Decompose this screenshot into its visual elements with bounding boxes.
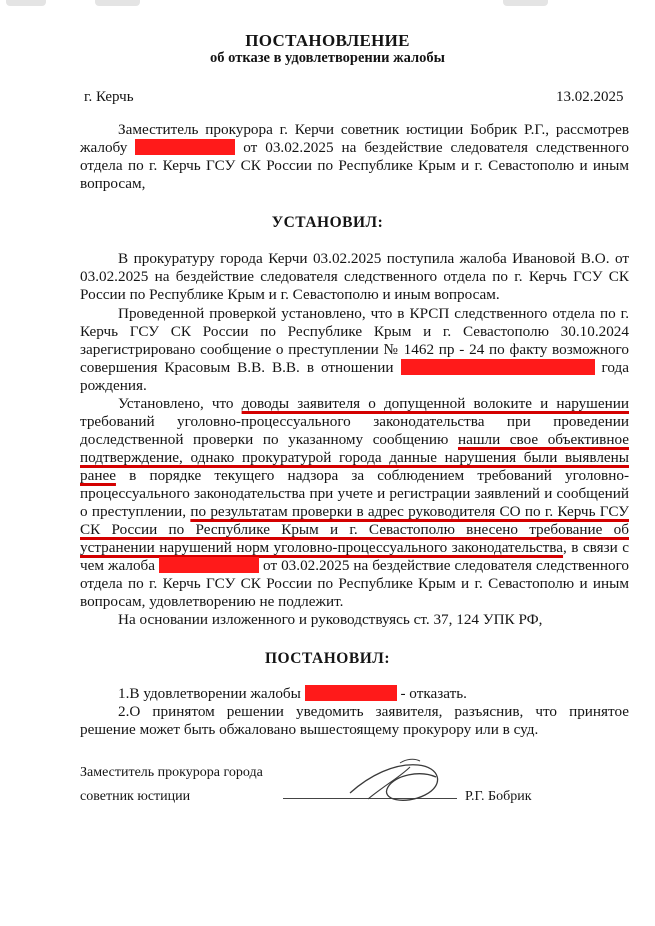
resolved-item-1-text-b: - отказать. bbox=[400, 685, 467, 702]
established-paragraph-3 bbox=[80, 395, 629, 611]
underlined-phrase-3: по результатам проверки в адрес руководителя СО по г. Керчь ГСУ СК России по Республике Крым и г. Севастополю внесено требование об устранении нарушений норм уголовно-процессуального законодательства bbox=[80, 503, 630, 556]
signer-position-line-1: Заместитель прокурора города bbox=[80, 765, 263, 780]
redaction-block bbox=[135, 139, 235, 155]
redaction-block bbox=[305, 685, 397, 701]
resolved-item-2: 2.О принятом решении уведомить заявителя, разъяснив, что принятое решение может быть обжаловано вышестоящему прокурору или в суд. bbox=[80, 703, 629, 738]
resolved-heading: ПОСТАНОВИЛ: bbox=[265, 650, 390, 667]
paragraph-2-text-b: года рождения. bbox=[80, 359, 630, 394]
signer-name: Р.Г. Бобрик bbox=[465, 789, 532, 804]
intro-paragraph bbox=[80, 121, 629, 193]
scan-smudge bbox=[503, 0, 548, 6]
established-paragraph-4: На основании изложенного и руководствуясь ст. 37, 124 УПК РФ, bbox=[118, 611, 543, 628]
established-paragraph-2 bbox=[80, 305, 629, 395]
document-city: г. Керчь bbox=[84, 89, 134, 105]
document-subtitle: об отказе в удовлетворении жалобы bbox=[210, 50, 445, 66]
redaction-block bbox=[159, 557, 259, 573]
intro-text-1: Заместитель прокурора г. Керчи советник юстиции Бобрик Р.Г., рассмотрев жалобу bbox=[80, 121, 629, 156]
paragraph-3-text-c: в порядке текущего надзора за соблюдением требований уголовно-процессуального законодательства при учете и регистрации заявлений и сообщений о преступлении, bbox=[80, 467, 630, 520]
scan-smudge bbox=[6, 0, 46, 6]
underlined-phrase-2: нашли свое объективное подтверждение, однако прокуратурой города данные нарушения были выявлены ранее bbox=[80, 431, 630, 484]
document-title: ПОСТАНОВЛЕНИЕ bbox=[245, 31, 410, 50]
intro-text-2: от 03.02.2025 на бездействие следователя следственного отдела по г. Керчь ГСУ СК России по Республике Крым и г. Севастополю и иным вопросам, bbox=[80, 139, 630, 192]
established-heading: УСТАНОВИЛ: bbox=[271, 214, 384, 231]
paragraph-2-text-a: Проведенной проверкой установлено, что в КРСП следственного отдела по г. Керчь ГСУ СК России по Республике Крым и г. Севастополю 30.10.2024 зарегистрировано сообщение о преступлении № 1462 пр - 24 по факту возможного совершения Красовым В.В. В.В. в отношении bbox=[80, 305, 629, 376]
handwritten-signature bbox=[340, 755, 460, 810]
established-paragraph-1: В прокуратуру города Керчи 03.02.2025 поступила жалоба Ивановой В.О. от 03.02.2025 на бездействие следователя следственного отдела по г. Керчь ГСУ СК России по Республике Крым и г. Севастополю и иным вопросам. bbox=[80, 250, 629, 303]
signer-position-line-2: советник юстиции bbox=[80, 789, 191, 804]
document-date: 13.02.2025 bbox=[556, 89, 624, 105]
resolved-item-1-text-a: 1.В удовлетворении жалобы bbox=[118, 685, 301, 702]
scan-smudge bbox=[95, 0, 140, 6]
underlined-phrase-1: доводы заявителя о допущенной волоките и нарушении bbox=[241, 395, 629, 412]
paragraph-3-text-e: от 03.02.2025 на бездействие следователя следственного отдела по г. Керчь ГСУ СК России по Республике Крым и г. Севастополю и иным вопросам, удовлетворению не подлежит. bbox=[80, 557, 630, 610]
paragraph-3-text-b: требований уголовно-процессуального законодательства при проведении доследственной проверки по указанному сообщению bbox=[80, 413, 629, 448]
paragraph-3-text-d: , в связи с чем жалоба bbox=[80, 539, 629, 574]
redaction-block bbox=[401, 359, 595, 375]
resolved-item-1 bbox=[80, 685, 629, 703]
paragraph-3-text-a: Установлено, что bbox=[118, 395, 234, 412]
